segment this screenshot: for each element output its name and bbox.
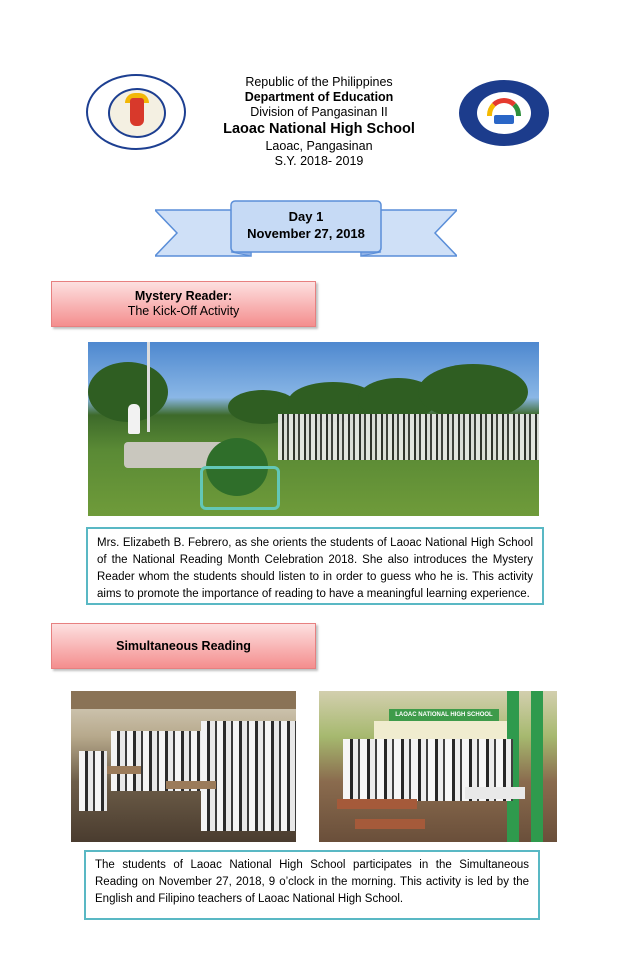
speaker-figure (128, 404, 140, 434)
kickoff-assembly-photo (88, 342, 539, 516)
book-icon (494, 115, 514, 124)
department-line: Department of Education (244, 90, 394, 104)
flag-pole (147, 342, 150, 432)
section-subtitle: The Kick-Off Activity (127, 304, 240, 318)
deped-seal-center (108, 88, 166, 138)
division-seal-logo (459, 80, 549, 146)
reading-photo-right (319, 691, 557, 842)
date-label: November 27, 2018 (247, 226, 365, 241)
republic-line: Republic of the Philippines (245, 75, 393, 89)
table-shape (337, 799, 417, 809)
kickoff-caption: Mrs. Elizabeth B. Febrero, as she orients the students of Laoac National High School of the National Reading Month Celebration 2018. She also introduces the Mystery Reader whom the students should listen to in order to guess who he is. This activity aims to promote the importance of reading to have a meaningful learning experience. (86, 527, 544, 605)
white-table (465, 787, 525, 799)
school-letterhead (200, 75, 438, 169)
tree-shape (418, 364, 528, 420)
banner-text: LAOAC NATIONAL HIGH SCHOOL (395, 712, 493, 718)
day-label: Day 1 (288, 209, 324, 224)
simultaneous-reading-heading (51, 623, 316, 669)
section-title: Simultaneous Reading (116, 639, 251, 653)
ribbon-text (231, 208, 381, 242)
simultaneous-reading-caption: The students of Laoac National High School participates in the Simultaneous Reading on November 27, 2018, 9 o’clock in the morning. This activity is led by the English and Filipino teachers of Laoac National High School. (84, 850, 540, 920)
day-ribbon (155, 200, 457, 262)
deped-seal-logo (86, 74, 186, 150)
reading-students-front (201, 721, 296, 831)
school-location: Laoac, Pangasinan (265, 139, 373, 153)
green-pillar (531, 691, 543, 842)
school-banner (389, 709, 499, 721)
table-shape (355, 819, 425, 829)
school-name: Laoac National High School (223, 121, 415, 137)
reading-photo-left (71, 691, 296, 842)
student-crowd (278, 414, 539, 460)
school-year: S.Y. 2018- 2019 (274, 154, 364, 168)
seated-student (79, 751, 107, 811)
division-seal-center (477, 92, 531, 134)
garden-planter (200, 466, 280, 510)
section-title: Mystery Reader: (134, 289, 233, 303)
table-shape (101, 766, 141, 774)
division-line: Division of Pangasinan II (250, 105, 388, 119)
table-shape (166, 781, 216, 789)
mystery-reader-heading (51, 281, 316, 327)
shed-roof (71, 691, 296, 709)
torch-icon (130, 98, 144, 126)
rainbow-arc-icon (487, 98, 521, 116)
